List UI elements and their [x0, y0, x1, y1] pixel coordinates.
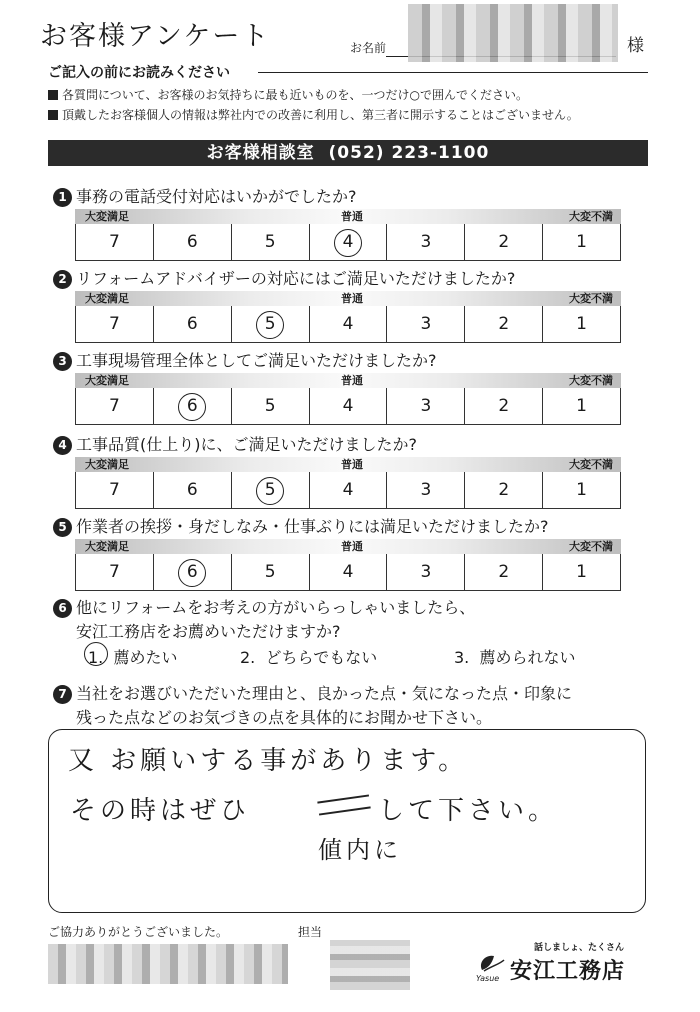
rating-option[interactable]: 2	[465, 472, 543, 509]
survey-title: お客様アンケート	[40, 21, 271, 52]
question-text: 事務の電話受付対応はいかがでしたか?	[76, 187, 357, 206]
company-name: 安江工務店	[510, 959, 626, 984]
scale-label-row	[75, 291, 621, 306]
question-1	[53, 184, 357, 207]
question-5	[53, 514, 549, 537]
scale-label-low: 大変不満	[569, 540, 613, 553]
rating-option[interactable]: 3	[387, 472, 465, 509]
name-suffix: 様	[627, 36, 644, 56]
scale-label-mid: 普通	[341, 292, 363, 305]
rating-option[interactable]: 3	[387, 554, 465, 591]
customer-name-field[interactable]	[350, 28, 650, 62]
scale-label-row	[75, 373, 621, 388]
rating-option[interactable]: 5	[232, 224, 310, 261]
handwritten-insert: 値内に	[318, 836, 402, 864]
rating-option[interactable]: 1	[543, 306, 621, 343]
rating-option[interactable]: 7	[76, 306, 154, 343]
consultation-label: お客様相談室	[206, 143, 315, 163]
rating-option[interactable]: 3	[387, 306, 465, 343]
rating-option[interactable]: 3	[387, 388, 465, 425]
rating-option[interactable]: 2	[465, 554, 543, 591]
svg-text:Yasue: Yasue	[476, 974, 500, 983]
rating-option[interactable]: 1	[543, 224, 621, 261]
scale-label-high: 大変満足	[85, 540, 129, 553]
intro-note-1: 各質問について、お客様のお気持ちに最も近いものを、一つだけ○で囲んでください。	[48, 86, 528, 103]
recommend-option-3[interactable]: 3. 薦められない	[454, 648, 576, 667]
name-label: お名前	[350, 41, 387, 55]
question-text: 作業者の挨拶・身だしなみ・仕事ぶりには満足いただけましたか?	[76, 517, 549, 536]
handwritten-line-2a: その時はぜひ	[70, 796, 251, 826]
question-6-line2: 安江工務店をお薦めいただけますか?	[76, 622, 341, 641]
question-text: 工事品質(仕上り)に、ご満足いただけましたか?	[76, 435, 417, 454]
rating-option[interactable]: 6	[154, 554, 232, 591]
rating-scale-5	[75, 539, 621, 591]
question-number-icon: 3	[53, 352, 72, 371]
scale-cells	[75, 224, 621, 261]
selected-circle	[84, 642, 108, 666]
scale-label-row	[75, 209, 621, 224]
scale-label-row	[75, 457, 621, 472]
consultation-banner	[48, 140, 648, 166]
consultation-phone: (052) 223-1100	[328, 143, 490, 163]
rating-option[interactable]: 7	[76, 388, 154, 425]
intro-heading: ご記入の前にお読みください	[48, 65, 230, 81]
question-3	[53, 348, 437, 371]
scale-label-low: 大変不満	[569, 458, 613, 471]
rating-option[interactable]: 5	[232, 306, 310, 343]
rating-option[interactable]: 4	[310, 554, 388, 591]
scale-label-low: 大変不満	[569, 210, 613, 223]
leaf-logo-icon	[474, 950, 508, 984]
question-number-icon: 2	[53, 270, 72, 289]
question-7: 7 当社をお選びいただいた理由と、良かった点・気になった点・印象に	[53, 681, 572, 704]
rating-option[interactable]: 2	[465, 224, 543, 261]
rating-option[interactable]: 7	[76, 554, 154, 591]
rating-scale-2	[75, 291, 621, 343]
handwritten-line-1: 又 お願いする事があります。	[68, 746, 469, 776]
redacted-name	[408, 4, 618, 62]
rating-option[interactable]: 5	[232, 554, 310, 591]
rating-option[interactable]: 6	[154, 472, 232, 509]
question-number-icon: 7	[53, 685, 72, 704]
company-slogan: 話しましょ、たくさん	[534, 943, 625, 953]
square-bullet-icon	[48, 110, 58, 120]
rating-option[interactable]: 6	[154, 388, 232, 425]
thanks-text: ご協力ありがとうございました。	[48, 925, 229, 939]
recommend-option-1[interactable]: 1. 薦めたい	[88, 645, 177, 668]
question-text: 工事現場管理全体としてご満足いただけましたか?	[76, 351, 437, 370]
rating-scale-3	[75, 373, 621, 425]
staff-label: 担当	[298, 925, 323, 939]
rating-option[interactable]: 4	[310, 388, 388, 425]
rating-option[interactable]: 1	[543, 472, 621, 509]
intro-note-2: 頂戴したお客様個人の情報は弊社内での改善に利用し、第三者に開示することはございません。	[48, 106, 579, 123]
rating-option[interactable]: 3	[387, 224, 465, 261]
rating-option[interactable]: 4	[310, 306, 388, 343]
question-2	[53, 266, 515, 289]
scale-label-high: 大変満足	[85, 374, 129, 387]
rating-option[interactable]: 6	[154, 306, 232, 343]
question-7-line2: 残った点などのお気づきの点を具体的にお聞かせ下さい。	[76, 708, 493, 727]
redacted-info	[48, 944, 288, 984]
scale-label-high: 大変満足	[85, 210, 129, 223]
intro-divider	[258, 72, 648, 73]
scale-label-low: 大変不満	[569, 374, 613, 387]
rating-option[interactable]: 1	[543, 388, 621, 425]
question-6: 6 他にリフォームをお考えの方がいらっしゃいましたら、	[53, 595, 475, 618]
scale-cells	[75, 306, 621, 343]
question-4	[53, 432, 417, 455]
rating-option[interactable]: 6	[154, 224, 232, 261]
rating-option[interactable]: 2	[465, 388, 543, 425]
scale-label-high: 大変満足	[85, 458, 129, 471]
recommend-option-2[interactable]: 2. どちらでもない	[240, 648, 378, 667]
handwritten-line-2b: して下さい。	[378, 796, 559, 826]
question-number-icon: 1	[53, 188, 72, 207]
scale-label-mid: 普通	[341, 540, 363, 553]
rating-option[interactable]: 7	[76, 224, 154, 261]
scale-label-high: 大変満足	[85, 292, 129, 305]
scale-label-mid: 普通	[341, 210, 363, 223]
rating-scale-1	[75, 209, 621, 261]
scale-cells	[75, 554, 621, 591]
redacted-staff	[330, 940, 410, 990]
rating-option[interactable]: 1	[543, 554, 621, 591]
scale-cells	[75, 472, 621, 509]
square-bullet-icon	[48, 90, 58, 100]
question-number-icon: 5	[53, 518, 72, 537]
rating-option[interactable]: 2	[465, 306, 543, 343]
scale-cells	[75, 388, 621, 425]
company-logo	[472, 940, 652, 990]
scale-label-mid: 普通	[341, 374, 363, 387]
rating-option[interactable]: 4	[310, 224, 388, 261]
rating-option[interactable]: 5	[232, 472, 310, 509]
rating-option[interactable]: 5	[232, 388, 310, 425]
rating-scale-4	[75, 457, 621, 509]
question-number-icon: 4	[53, 436, 72, 455]
question-number-icon: 6	[53, 599, 72, 618]
scale-label-mid: 普通	[341, 458, 363, 471]
scale-label-row	[75, 539, 621, 554]
rating-option[interactable]: 4	[310, 472, 388, 509]
scale-label-low: 大変不満	[569, 292, 613, 305]
question-text: リフォームアドバイザーの対応にはご満足いただけましたか?	[76, 269, 516, 288]
rating-option[interactable]: 7	[76, 472, 154, 509]
